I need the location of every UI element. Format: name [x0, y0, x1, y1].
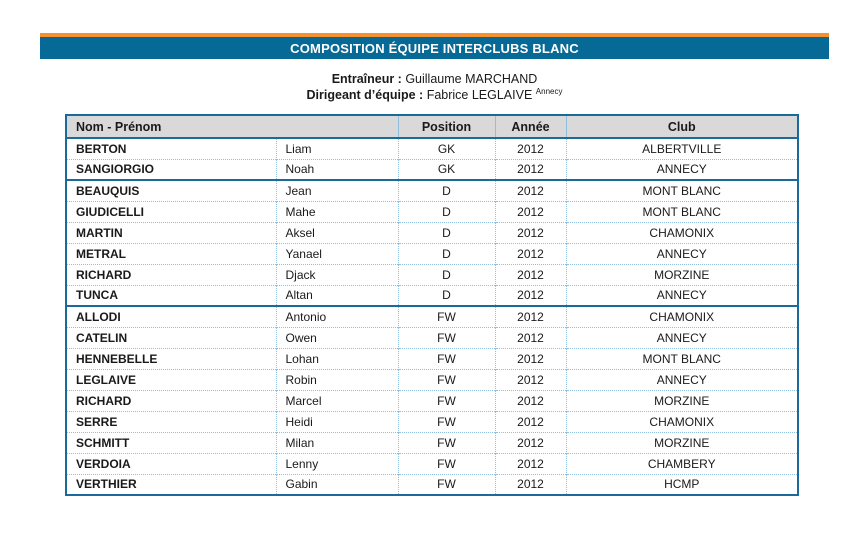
- roster-table: [65, 114, 799, 496]
- lastname-cell: SANGIORGIO: [66, 159, 276, 180]
- position-cell: FW: [398, 327, 495, 348]
- table-row: [66, 243, 798, 264]
- header-name: Nom - Prénom: [66, 115, 398, 138]
- table-row: [66, 432, 798, 453]
- firstname-cell: Milan: [276, 432, 398, 453]
- position-cell: FW: [398, 306, 495, 327]
- table-row: [66, 264, 798, 285]
- lastname-cell: HENNEBELLE: [66, 348, 276, 369]
- table-row: [66, 369, 798, 390]
- lastname-cell: CATELIN: [66, 327, 276, 348]
- table-row: [66, 411, 798, 432]
- year-cell: 2012: [495, 306, 566, 327]
- club-cell: MORZINE: [566, 390, 798, 411]
- club-cell: MONT BLANC: [566, 201, 798, 222]
- firstname-cell: Marcel: [276, 390, 398, 411]
- table-row: [66, 348, 798, 369]
- position-cell: D: [398, 243, 495, 264]
- lastname-cell: RICHARD: [66, 264, 276, 285]
- firstname-cell: Noah: [276, 159, 398, 180]
- club-cell: MORZINE: [566, 264, 798, 285]
- header-club: Club: [566, 115, 798, 138]
- club-cell: ANNECY: [566, 159, 798, 180]
- club-cell: HCMP: [566, 474, 798, 495]
- firstname-cell: Lohan: [276, 348, 398, 369]
- header-position: Position: [398, 115, 495, 138]
- table-row: [66, 159, 798, 180]
- table-row: [66, 453, 798, 474]
- firstname-cell: Robin: [276, 369, 398, 390]
- position-cell: D: [398, 264, 495, 285]
- page-title: COMPOSITION ÉQUIPE INTERCLUBS BLANC: [290, 40, 579, 56]
- lastname-cell: MARTIN: [66, 222, 276, 243]
- table-row: [66, 180, 798, 201]
- position-cell: D: [398, 285, 495, 306]
- lastname-cell: SCHMITT: [66, 432, 276, 453]
- year-cell: 2012: [495, 222, 566, 243]
- position-cell: FW: [398, 348, 495, 369]
- year-cell: 2012: [495, 453, 566, 474]
- club-cell: CHAMBERY: [566, 453, 798, 474]
- roster-header: [66, 115, 798, 138]
- firstname-cell: Jean: [276, 180, 398, 201]
- title-banner: [40, 33, 829, 59]
- position-cell: D: [398, 222, 495, 243]
- club-cell: MORZINE: [566, 432, 798, 453]
- club-cell: ANNECY: [566, 285, 798, 306]
- table-row: [66, 390, 798, 411]
- year-cell: 2012: [495, 348, 566, 369]
- position-cell: D: [398, 201, 495, 222]
- year-cell: 2012: [495, 369, 566, 390]
- position-cell: FW: [398, 474, 495, 495]
- lastname-cell: LEGLAIVE: [66, 369, 276, 390]
- lastname-cell: TUNCA: [66, 285, 276, 306]
- firstname-cell: Antonio: [276, 306, 398, 327]
- firstname-cell: Altan: [276, 285, 398, 306]
- manager-label: Dirigeant d’équipe :: [306, 88, 424, 102]
- year-cell: 2012: [495, 285, 566, 306]
- staff-block: [40, 71, 829, 103]
- table-row: [66, 201, 798, 222]
- lastname-cell: VERDOIA: [66, 453, 276, 474]
- year-cell: 2012: [495, 159, 566, 180]
- roster-body: [66, 138, 798, 495]
- position-cell: FW: [398, 369, 495, 390]
- firstname-cell: Owen: [276, 327, 398, 348]
- lastname-cell: VERTHIER: [66, 474, 276, 495]
- club-cell: ANNECY: [566, 369, 798, 390]
- banner-bar: [40, 37, 829, 59]
- club-cell: CHAMONIX: [566, 222, 798, 243]
- lastname-cell: ALLODI: [66, 306, 276, 327]
- year-cell: 2012: [495, 411, 566, 432]
- manager-club-superscript: Annecy: [535, 86, 563, 96]
- lastname-cell: RICHARD: [66, 390, 276, 411]
- year-cell: 2012: [495, 474, 566, 495]
- table-row: [66, 327, 798, 348]
- table-row: [66, 138, 798, 159]
- coach-label: Entraîneur :: [331, 72, 402, 86]
- club-cell: CHAMONIX: [566, 306, 798, 327]
- club-cell: ANNECY: [566, 243, 798, 264]
- position-cell: GK: [398, 138, 495, 159]
- coach-line: [40, 71, 829, 87]
- position-cell: GK: [398, 159, 495, 180]
- firstname-cell: Gabin: [276, 474, 398, 495]
- firstname-cell: Mahe: [276, 201, 398, 222]
- firstname-cell: Djack: [276, 264, 398, 285]
- position-cell: D: [398, 180, 495, 201]
- header-year: Année: [495, 115, 566, 138]
- table-row: [66, 306, 798, 327]
- club-cell: ANNECY: [566, 327, 798, 348]
- lastname-cell: METRAL: [66, 243, 276, 264]
- table-row: [66, 222, 798, 243]
- lastname-cell: GIUDICELLI: [66, 201, 276, 222]
- year-cell: 2012: [495, 264, 566, 285]
- coach-name: Guillaume MARCHAND: [405, 72, 538, 86]
- position-cell: FW: [398, 390, 495, 411]
- club-cell: ALBERTVILLE: [566, 138, 798, 159]
- year-cell: 2012: [495, 243, 566, 264]
- position-cell: FW: [398, 453, 495, 474]
- manager-line: [40, 87, 829, 103]
- firstname-cell: Lenny: [276, 453, 398, 474]
- lastname-cell: BERTON: [76, 141, 127, 156]
- firstname-cell: Yanael: [276, 243, 398, 264]
- year-cell: 2012: [495, 432, 566, 453]
- year-cell: 2012: [495, 201, 566, 222]
- table-row: [66, 474, 798, 495]
- firstname-cell: Aksel: [276, 222, 398, 243]
- lastname-cell: SERRE: [66, 411, 276, 432]
- header-row: [66, 115, 798, 138]
- position-cell: FW: [398, 411, 495, 432]
- club-cell: MONT BLANC: [566, 180, 798, 201]
- table-row: [66, 285, 798, 306]
- year-cell: 2012: [495, 390, 566, 411]
- club-cell: CHAMONIX: [566, 411, 798, 432]
- lastname-cell: BEAUQUIS: [66, 180, 276, 201]
- year-cell: 2012: [495, 180, 566, 201]
- position-cell: FW: [398, 432, 495, 453]
- year-cell: 2012: [495, 327, 566, 348]
- year-cell: 2012: [495, 138, 566, 159]
- club-cell: MONT BLANC: [566, 348, 798, 369]
- manager-name: Fabrice LEGLAIVE: [426, 88, 533, 102]
- firstname-cell: Liam: [276, 138, 398, 159]
- firstname-cell: Heidi: [276, 411, 398, 432]
